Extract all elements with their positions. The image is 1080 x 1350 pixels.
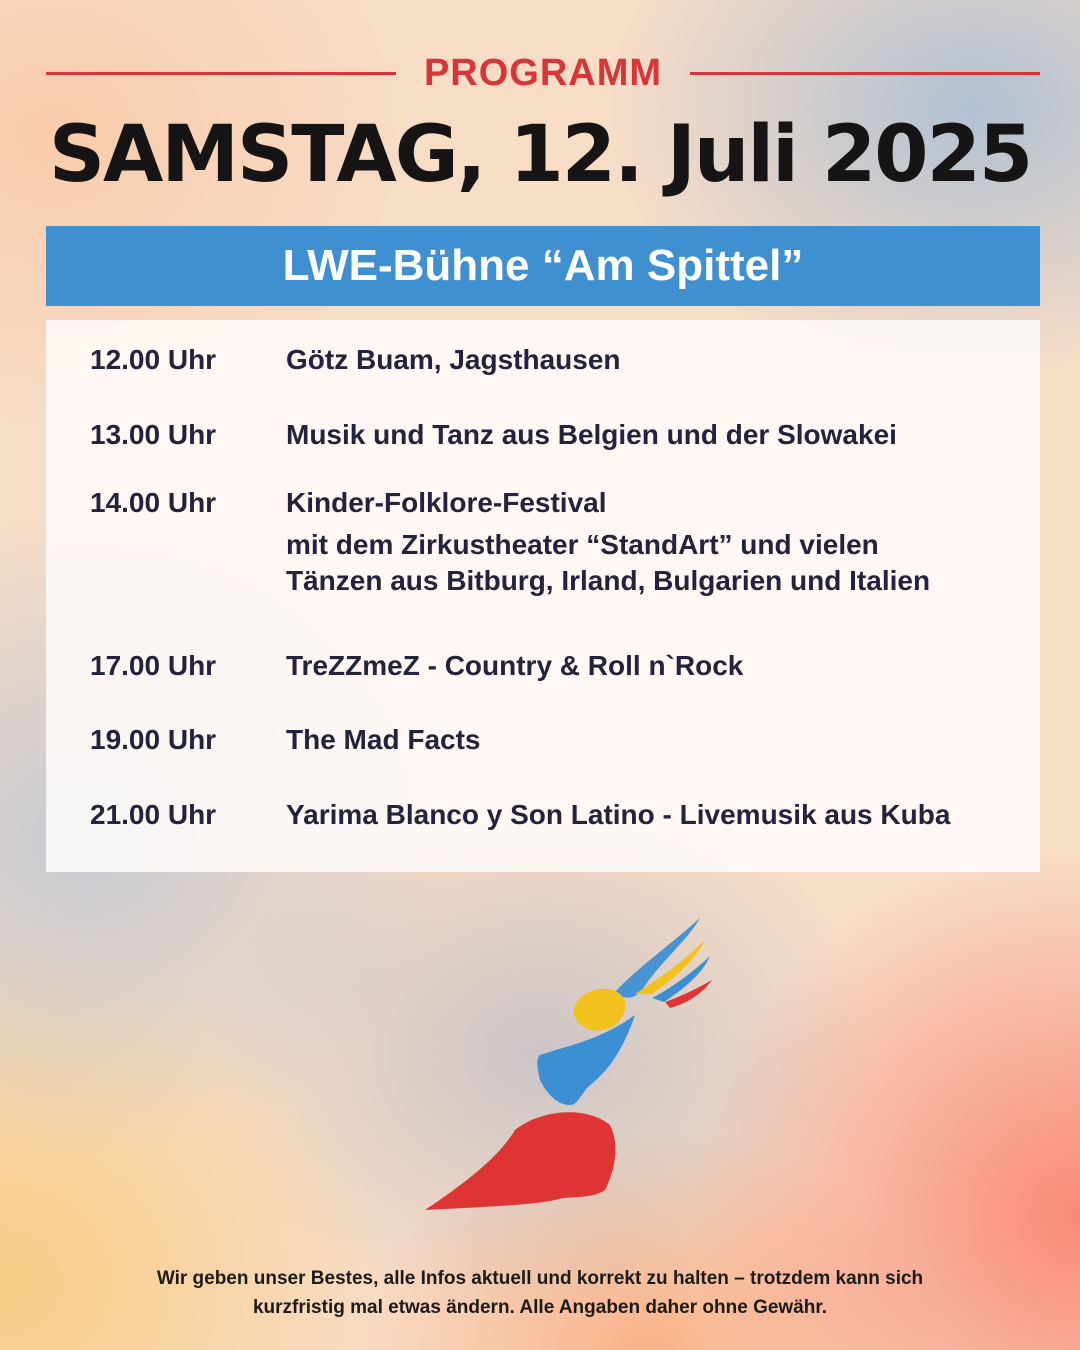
left-divider (46, 72, 396, 75)
schedule-time: 19.00 Uhr (90, 724, 217, 755)
folk-dancer-logo-icon (420, 910, 720, 1240)
right-divider (690, 72, 1040, 75)
schedule-time: 12.00 Uhr (90, 344, 217, 375)
stage-name: LWE-Bühne “Am Spittel” (282, 241, 804, 290)
stage-banner (46, 226, 1040, 306)
disclaimer (0, 1264, 1080, 1322)
schedule-act: Yarima Blanco y Son Latino - Livemusik aus Kuba (286, 799, 951, 830)
date-title: SAMSTAG, 12. Juli 2025 (48, 110, 1032, 200)
schedule-time: 14.00 Uhr (90, 487, 217, 518)
schedule-act: Götz Buam, Jagsthausen (286, 344, 621, 375)
schedule-act: Musik und Tanz aus Belgien und der Slowakei (286, 419, 897, 450)
schedule-time: 21.00 Uhr (90, 799, 217, 830)
schedule-detail: Tänzen aus Bitburg, Irland, Bulgarien und Italien (286, 565, 931, 596)
schedule-detail: mit dem Zirkustheater “StandArt” und vielen (286, 529, 879, 560)
schedule-time: 17.00 Uhr (90, 650, 217, 681)
schedule-panel (46, 320, 1040, 872)
schedule-act: Kinder-Folklore-Festival (286, 487, 607, 518)
schedule-act: The Mad Facts (286, 724, 481, 755)
schedule-time: 13.00 Uhr (90, 419, 217, 450)
header-row (46, 50, 1040, 96)
program-kicker: PROGRAMM (423, 51, 663, 94)
disclaimer-line: Wir geben unser Bestes, alle Infos aktuell und korrekt zu halten – trotzdem kann sich (156, 1268, 924, 1289)
schedule-act: TreZZmeZ - Country & Roll n`Rock (286, 650, 744, 681)
disclaimer-line: kurzfristig mal etwas ändern. Alle Angaben daher ohne Gewähr. (252, 1297, 827, 1318)
